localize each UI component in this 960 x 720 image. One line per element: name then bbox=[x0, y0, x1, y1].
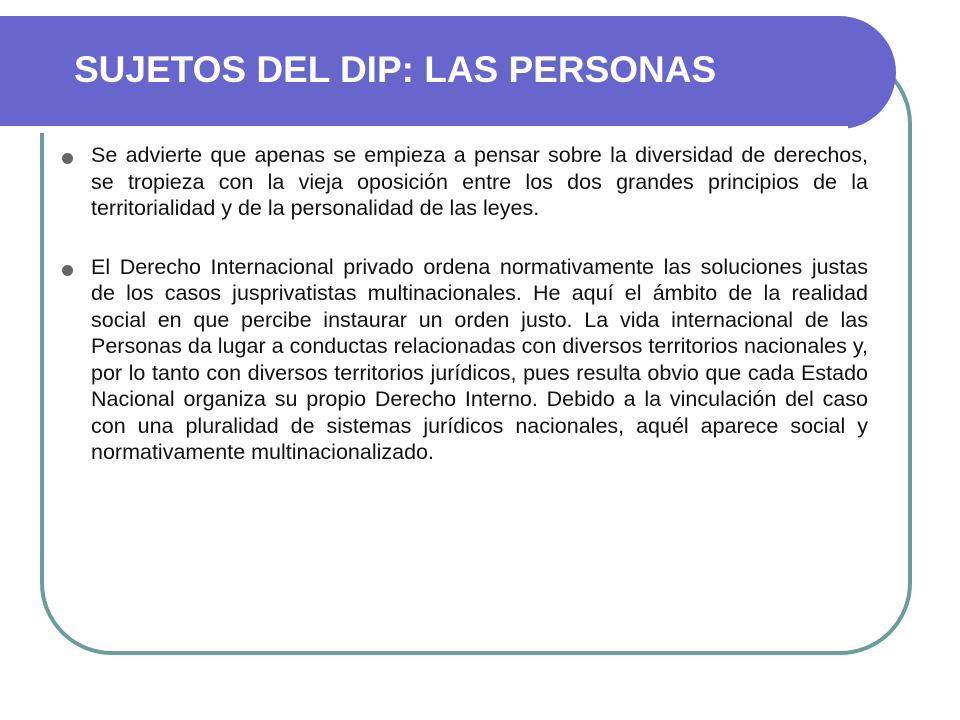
bullet-dot-icon bbox=[62, 153, 73, 164]
bullet-item bbox=[62, 254, 868, 466]
bullet-text: El Derecho Internacional privado ordena normativamente las soluciones justas de los casos jusprivatistas multinacionales. He aquí el ámbito de la realidad social en que percibe instaurar un orden justo. La vida internacional de las Personas da lugar a conductas relacionadas con diversos territorios nacionales y, por lo tanto con diversos territorios jurídicos, pues resulta obvio que cada Estado Nacional organiza su propio Derecho Interno. Debido a la vinculación del caso con una pluralidad de sistemas jurídicos nacionales, aquél aparece social y normativamente multinacionalizado. bbox=[91, 254, 868, 464]
bullet-list bbox=[62, 142, 868, 498]
bullet-item bbox=[62, 142, 868, 222]
title-underline bbox=[0, 126, 848, 133]
bullet-text: Se advierte que apenas se empieza a pensar sobre la diversidad de derechos, se tropieza con la vieja oposición entre los dos grandes principios de la territorialidad y de la personalidad de las leyes. bbox=[91, 143, 868, 220]
slide-title: SUJETOS DEL DIP: LAS PERSONAS bbox=[74, 49, 717, 90]
bullet-dot-icon bbox=[62, 265, 73, 276]
